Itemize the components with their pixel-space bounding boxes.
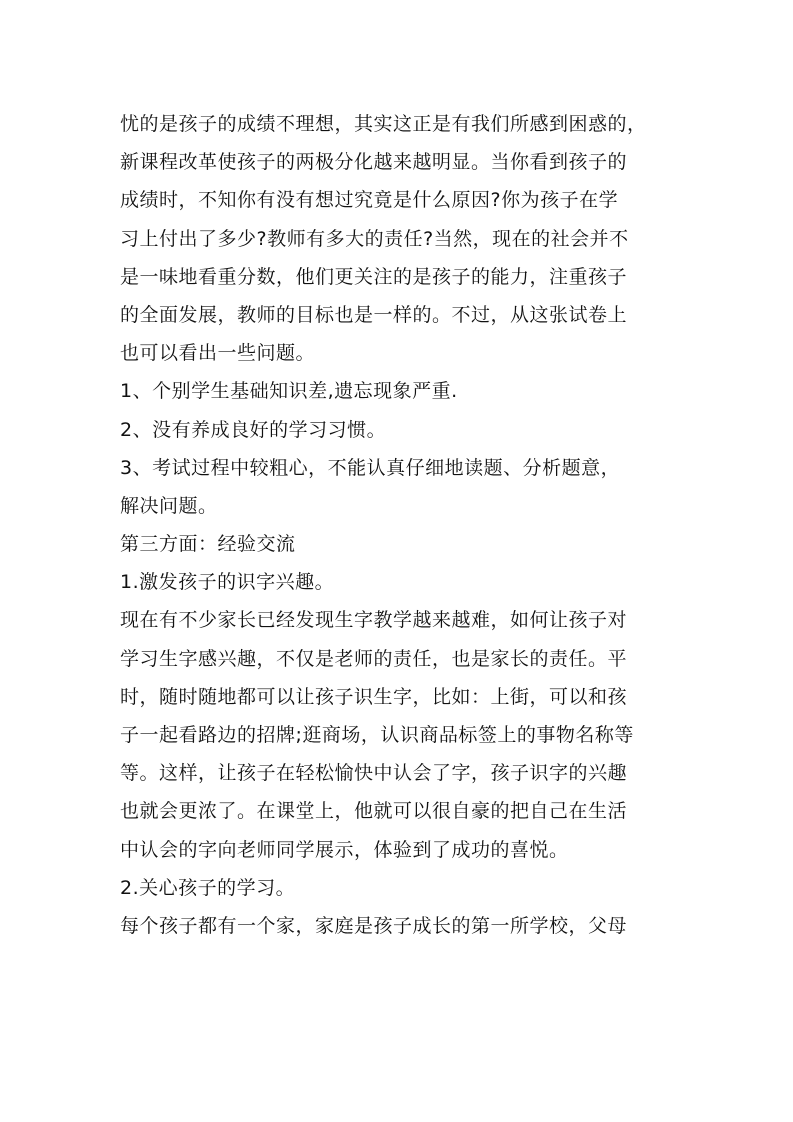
paragraph-line: 也就会更浓了。在课堂上，他就可以很自豪的把自己在生活 [120,800,628,823]
list-item-continuation: 解决问题。 [120,494,218,517]
list-item: 2、没有养成良好的学习习惯。 [120,418,387,441]
paragraph-line: 习上付出了多少?教师有多大的责任?当然，现在的社会并不 [120,227,629,250]
paragraph-line: 新课程改革使孩子的两极分化越来越明显。当你看到孩子的 [120,151,628,174]
paragraph-line: 成绩时，不知你有没有想过究竟是什么原因?你为孩子在学 [120,189,619,212]
paragraph-line: 时，随时随地都可以让孩子识生字，比如：上街，可以和孩 [120,685,628,708]
paragraph-line: 是一味地看重分数，他们更关注的是孩子的能力，注重孩子 [120,265,628,288]
paragraph-line: 忧的是孩子的成绩不理想，其实这正是有我们所感到困惑的， [120,113,647,135]
paragraph-line: 子一起看路边的招牌;逛商场，认识商品标签上的事物名称等 [120,724,634,746]
subsection-heading: 2.关心孩子的学习。 [120,876,296,899]
paragraph-line: 等。这样，让孩子在轻松愉快中认会了字，孩子识字的兴趣 [120,762,628,785]
paragraph-line: 每个孩子都有一个家，家庭是孩子成长的第一所学校，父母 [120,914,628,937]
subsection-heading: 1.激发孩子的识字兴趣。 [120,571,335,594]
list-item: 3、考试过程中较粗心，不能认真仔细地读题、分析题意， [120,456,621,479]
document-page [120,105,680,945]
section-heading: 第三方面：经验交流 [120,533,296,556]
paragraph-line: 现在有不少家长已经发现生字教学越来越难，如何让孩子对 [120,609,628,632]
list-item: 1、个别学生基础知识差,遗忘现象严重. [120,380,458,403]
paragraph-line: 也可以看出一些问题。 [120,342,316,365]
paragraph-line: 中认会的字向老师同学展示，体验到了成功的喜悦。 [120,838,569,861]
paragraph-line: 学习生字感兴趣，不仅是老师的责任，也是家长的责任。平 [120,647,628,670]
paragraph-line: 的全面发展，教师的目标也是一样的。不过，从这张试卷上 [120,303,628,326]
